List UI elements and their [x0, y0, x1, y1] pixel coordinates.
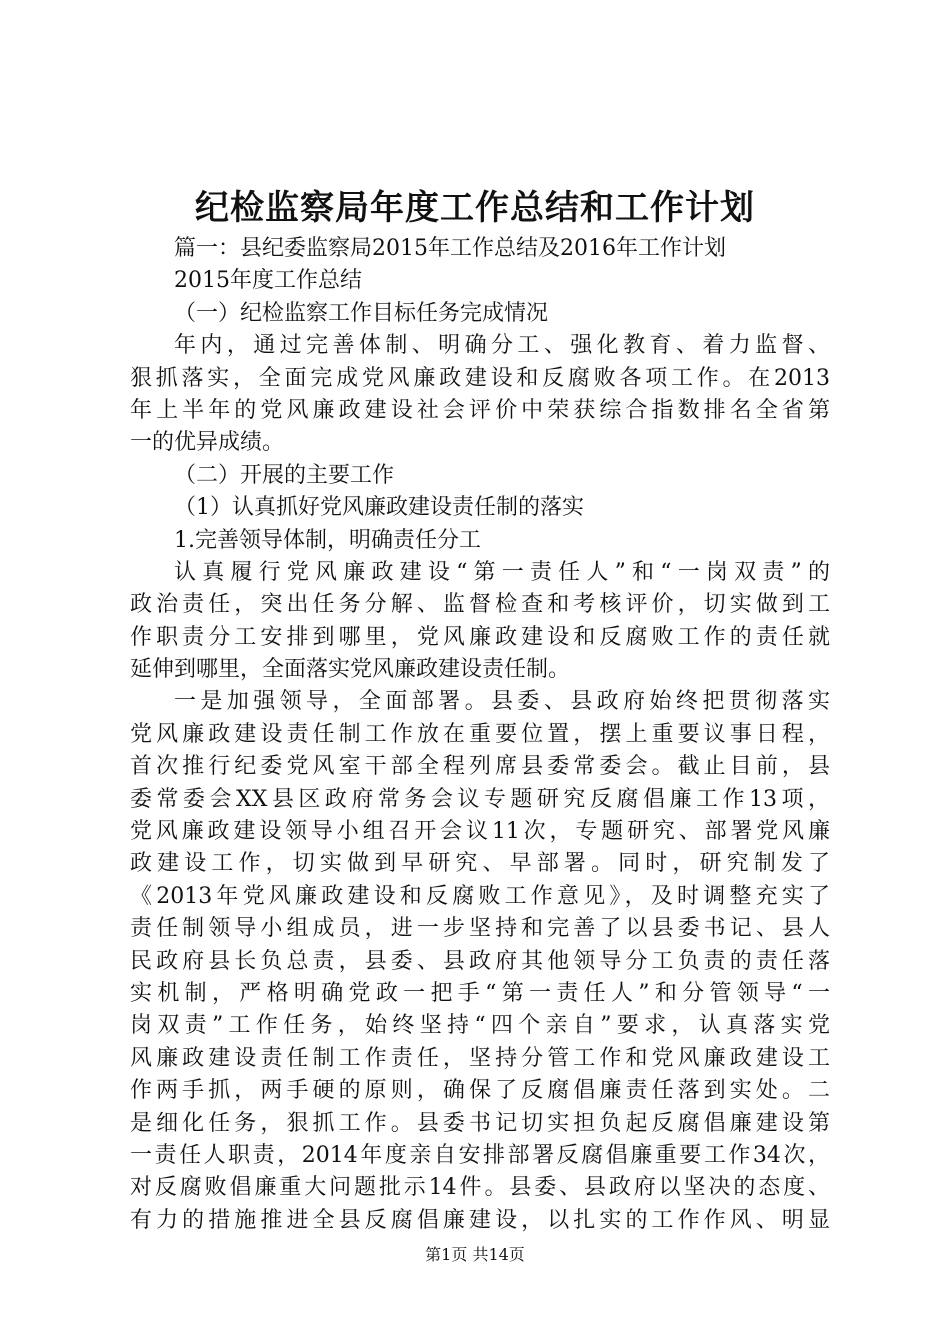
document-title: 纪检监察局年度工作总结和工作计划 — [195, 188, 755, 228]
text-line: 政建设工作，切实做到早研究、早部署。同时，研究制发了 — [130, 851, 830, 877]
text-line: （一）纪检监察工作目标任务完成情况 — [174, 300, 549, 326]
text-line: 一是加强领导，全面部署。县委、县政府始终把贯彻落实 — [174, 689, 830, 715]
text-line: （1）认真抓好党风廉政建设责任制的落实 — [174, 495, 584, 521]
document-body — [130, 233, 830, 1237]
text-line: 认真履行党风廉政建设“第一责任人”和“一岗双责”的 — [174, 559, 830, 585]
text-line: 风廉政建设责任制工作责任，坚持分管工作和党风廉政建设工 — [130, 1045, 830, 1071]
text-line: 党风廉政建设责任制工作放在重要位置，摆上重要议事日程， — [130, 721, 830, 747]
text-line: 年内，通过完善体制、明确分工、强化教育、着力监督、 — [174, 333, 830, 359]
text-line: 篇一：县纪委监察局2015年工作总结及2016年工作计划 — [174, 236, 726, 261]
text-line: 一责任人职责，2014年度亲自安排部署反腐倡廉重要工作34次， — [130, 1142, 830, 1168]
page-footer: 第1页 共14页 — [425, 1245, 525, 1264]
text-line: 延伸到哪里，全面落实党风廉政建设责任制。 — [130, 657, 571, 683]
text-line: 对反腐败倡廉重大问题批示14件。县委、县政府以坚决的态度、 — [130, 1175, 830, 1201]
text-line: 政治责任，突出任务分解、监督检查和考核评价，切实做到工 — [130, 592, 830, 618]
text-line: 民政府县长负总责，县委、县政府其他领导分工负责的责任落 — [130, 948, 830, 974]
text-line: 年上半年的党风廉政建设社会评价中荣获综合指数排名全省第 — [130, 397, 830, 423]
text-line: 是细化任务，狠抓工作。县委书记切实担负起反腐倡廉建设第 — [130, 1110, 830, 1136]
text-line: 2015年度工作总结 — [174, 268, 362, 294]
text-line: 1.完善领导体制，明确责任分工 — [174, 527, 481, 553]
text-line: 作两手抓，两手硬的原则，确保了反腐倡廉责任落到实处。二 — [130, 1078, 830, 1104]
text-line: 作职责分工安排到哪里，党风廉政建设和反腐败工作的责任就 — [130, 624, 830, 650]
text-line: 狠抓落实，全面完成党风廉政建设和反腐败各项工作。在2013 — [130, 365, 830, 391]
text-line: （二）开展的主要工作 — [174, 462, 395, 488]
text-line: 实机制，严格明确党政一把手“第一责任人”和分管领导“一 — [130, 980, 830, 1006]
text-line: 首次推行纪委党风室干部全程列席县委常委会。截止目前，县 — [130, 754, 830, 780]
text-line: 有力的措施推进全县反腐倡廉建设，以扎实的工作作风、明显 — [130, 1207, 830, 1233]
text-line: 《2013年党风廉政建设和反腐败工作意见》，及时调整充实了 — [130, 883, 830, 909]
text-line: 岗双责”工作任务，始终坚持“四个亲自”要求，认真落实党 — [130, 1013, 830, 1039]
text-line: 党风廉政建设领导小组召开会议11次，专题研究、部署党风廉 — [130, 819, 830, 845]
text-line: 责任制领导小组成员，进一步坚持和完善了以县委书记、县人 — [130, 916, 830, 942]
text-line: 委常委会XX县区政府常务会议专题研究反腐倡廉工作13项， — [130, 786, 830, 812]
text-line: 一的优异成绩。 — [130, 430, 285, 456]
